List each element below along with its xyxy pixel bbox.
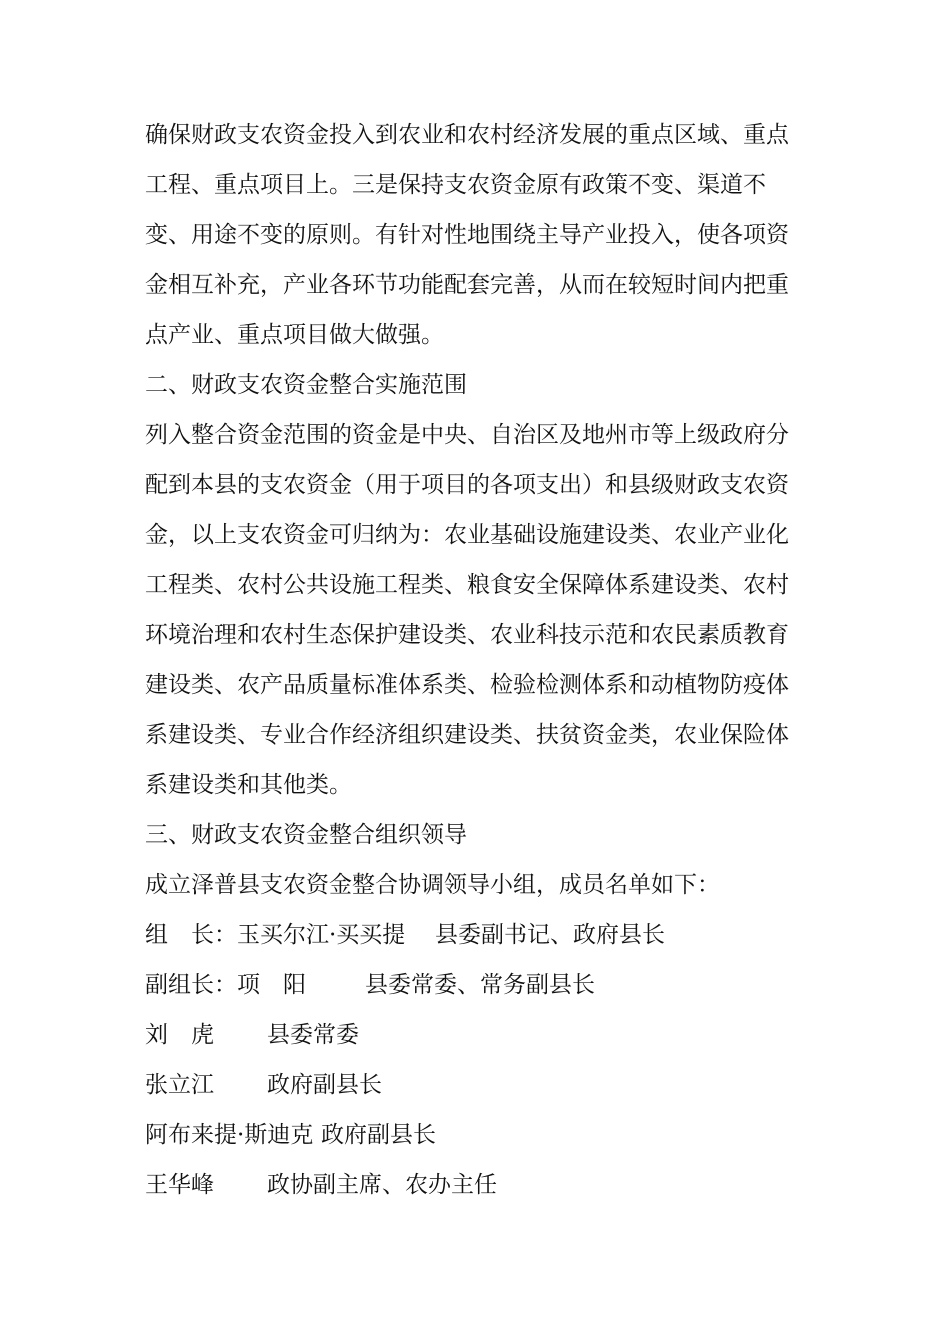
member-row	[145, 960, 810, 1010]
section-heading-scope: 二、财政支农资金整合实施范围	[145, 372, 467, 398]
member-row	[145, 910, 810, 960]
paragraph-principles: 确保财政支农资金投入到农业和农村经济发展的重点区域、重点工程、重点项目上。三是保持支农资金原有政策不变、渠道不变、用途不变的原则。有针对性地围绕主导产业投入，使各项资金相互补充，产业各环节功能配套完善，从而在较短时间内把重点产业、重点项目做大做强。	[145, 122, 789, 348]
section-heading-leadership: 三、财政支农资金整合组织领导	[145, 822, 467, 848]
member-name: 王华峰	[145, 1172, 214, 1198]
paragraph-scope: 列入整合资金范围的资金是中央、自治区及地州市等上级政府分配到本县的支农资金（用于项目的各项支出）和县级财政支农资金，以上支农资金可归纳为：农业基础设施建设类、农业产业化工程类、农村公共设施工程类、粮食安全保障体系建设类、农村环境治理和农村生态保护建设类、农业科技示范和农民素质教育建设类、农产品质量标准体系类、检验检测体系和动植物防疫体系建设类、专业合作经济组织建设类、扶贫资金类，农业保险体系建设类和其他类。	[145, 422, 789, 798]
member-row	[145, 1110, 810, 1160]
member-name: 组 长：玉买尔江·买买提	[145, 922, 406, 948]
member-role: 政协副主席、农办主任	[267, 1172, 497, 1198]
member-name: 阿布来提·斯迪克	[145, 1122, 314, 1148]
member-row	[145, 1060, 810, 1110]
member-role: 县委常委	[267, 1022, 359, 1048]
member-role: 政府副县长	[267, 1072, 382, 1098]
member-row	[145, 1010, 810, 1060]
member-row	[145, 1160, 810, 1210]
member-name: 张立江	[145, 1072, 214, 1098]
member-name: 刘 虎	[145, 1022, 214, 1048]
member-role: 政府副县长	[321, 1122, 436, 1148]
member-name: 副组长：项 阳	[145, 972, 306, 998]
paragraph-group-intro: 成立泽普县支农资金整合协调领导小组，成员名单如下：	[145, 872, 720, 898]
member-role: 县委副书记、政府县长	[435, 922, 665, 948]
member-role: 县委常委、常务副县长	[365, 972, 595, 998]
document-body	[145, 110, 810, 1210]
